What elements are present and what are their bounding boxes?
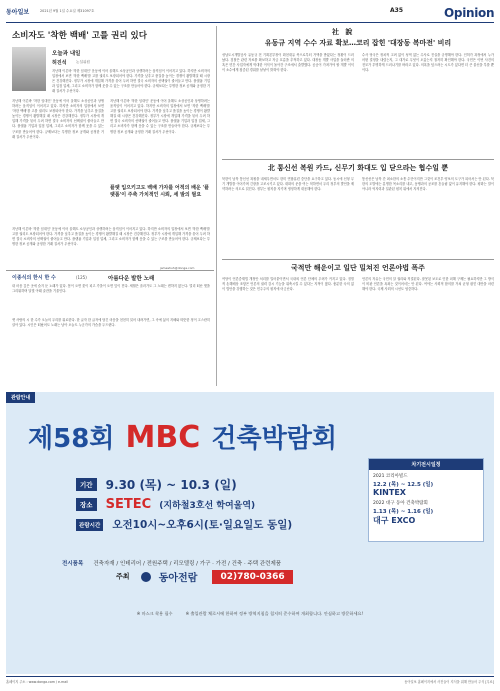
editorial-2-body-left: 북한이 남북 통신선 복원을 내세우면서도 한미 연합훈련 중단을 요구하고 있다. 동시에 신형 무기 개발을 이어가며 긴장을 고조시키고 있다. 대화의 문을 여는 척하면서 우리 정부의 발언을 제약하려는 의도로 읽힌다. 정부는 원칙을 지키며 냉정하게 대응해야 한다. <box>222 177 354 192</box>
ad-categories-value: 건축자재 / 인테리어 / 전원주택 / 리모델링 / 가구 · 가전 / 건축 · 주택 관련제품 <box>93 561 282 567</box>
column-body-top: 지난해 이른바 '착한 임대인' 운동에 이어 올해도 소상공인과 상생하려는 움직임이 이어지고 있다. 하지만 소비자의 입장에서 보면 '착한 백배'를 고를 권리도 보장되어야 한다. 가격을 낮추고 품질을 높이는 경쟁이 활발해질 때 시장은 건강해진다. 정부가 시장에 개입해 가격을 묶어 두려 하면 결국 소비자의 선택권이 줄어들고 만다. 플랫폼 기업과 입점 업체, 그리고 소비자가 함께 웃을 수 있는 구조를 만들어야 한다. 규제보다는 투명한 정보 공개와 공정한 거래 질서가 우선이다. <box>52 69 210 94</box>
ad-next1-name: 2021 코리아빌드 <box>373 474 408 479</box>
date-line: 2021년 9월 1일 수요일 제31097호 <box>40 9 95 13</box>
ad-next1-dates: 12.2 (목) ~ 12.5 (일) <box>373 482 434 488</box>
ad-next-schedule <box>368 458 484 542</box>
column-body-main: 지난해 이른바 '착한 임대인' 운동에 이어 올해도 소상공인과 상생하려는 움직임이 이어지고 있다. 하지만 소비자의 입장에서 보면 '착한 백배'를 고를 권리도 보장되어야 한다. 가격을 낮추고 품질을 높이는 경쟁이 활발해질 때 시장은 건강해진다. 정부가 시장에 개입해 가격을 묶어 두려 하면 결국 소비자의 선택권이 줄어들고 만다. 플랫폼 기업과 입점 업체, 그리고 소비자가 함께 웃을 수 있는 구조를 만들어야 한다. 규제보다는 투명한 정보 공개와 공정한 거래 질서가 우선이다. <box>12 99 104 139</box>
footer <box>6 679 494 689</box>
ad-venue-value: (지하철3호선 학여울역) <box>159 501 256 511</box>
ad-title-prefix: 제58회 <box>28 424 115 454</box>
masthead-rule <box>6 22 494 23</box>
column-label: 오늘과 내일 <box>52 51 81 57</box>
editorial-section <box>222 25 494 390</box>
author-role: 논설위원 <box>76 60 90 64</box>
editorial-headline-1: 유동규 지역 수수 자료 확보…코리 잡힌 '대장동 복마전' 비리 <box>264 39 452 47</box>
paper-name: 동아일보 <box>6 9 30 16</box>
ad-organizer-name: 동아전람 <box>158 573 198 584</box>
poem-label: 이종식의 한시 한 수 <box>12 275 56 281</box>
editorial-headline-2: 北 통신선 복원 카드, 신무기 화대도 입 닫으라는 협수일 뿐 <box>267 164 449 172</box>
ad-phone: 02)780-0366 <box>212 570 292 584</box>
poem-number: (125) <box>76 275 87 280</box>
column-body-right: 지난해 이른바 '착한 임대인' 운동에 이어 올해도 소상공인과 상생하려는 움직임이 이어지고 있다. 하지만 소비자의 입장에서 보면 '착한 백배'를 고를 권리도 보장되어야 한다. 가격을 낮추고 품질을 높이는 경쟁이 활발해질 때 시장은 건강해진다. 정부가 시장에 개입해 가격을 묶어 두려 하면 결국 소비자의 선택권이 줄어들고 만다. 플랫폼 기업과 입점 업체, 그리고 소비자가 함께 웃을 수 있는 구조를 만들어야 한다. 규제보다는 투명한 정보 공개와 공정한 거래 질서가 우선이다. <box>110 99 210 134</box>
poem-section <box>10 272 210 390</box>
ad-notes <box>6 600 494 619</box>
poem-title: 아름다운 발한 노래 <box>108 276 155 282</box>
editorial-rule-2 <box>222 259 494 260</box>
editorial-rule-1 <box>222 159 494 160</box>
ad-venue <box>76 494 255 513</box>
poem-body: 내 마음 깊은 곳에 숨겨 둔 노래가 있다. 봄이 오면 꽃이 피고 가을이 오면 잎이 진다. 세월은 흘러가도 그 노래는 변하지 않는다. 멀리 떠난 벗을 그리워하며 달빛 아래 술잔을 기울인다. <box>12 284 210 294</box>
ad-title-suffix: 건축박람회 <box>211 424 337 454</box>
ad-next2-dates: 1.13 (목) ~ 1.16 (일) <box>373 509 434 515</box>
masthead <box>6 6 494 26</box>
ad-period-label: 기간 <box>76 478 97 491</box>
ad-note-mask: ※ 마스크 착용 필수 <box>136 611 173 616</box>
ad-next-label: 차기전시일정 <box>369 459 483 470</box>
column-divider <box>216 26 217 386</box>
ad-venue-label: 장소 <box>76 498 97 511</box>
poem-body-2: 옛 사람의 시 한 수가 오늘의 우리를 위로한다. 한 글자 한 글자에 담긴 마음을 천천히 읽어 내려가면, 그 속에 삶의 지혜와 따뜻한 정이 고스란히 살아 있다. 시인은 떠났어도 노래는 남아 오늘도 누군가의 가슴을 두드린다. <box>12 318 210 328</box>
footer-rule <box>6 676 494 677</box>
ad-note-quarantine: ※ 출입관람 체로시에 한하여 정부 방역지침을 철저히 준수하여 개최합니다. 안심하고 방문하세요! <box>185 611 364 616</box>
ad-next2-venue: 대구 EXCO <box>373 516 416 525</box>
editorial-3-body-right: 언론의 자유는 국민의 알 권리와 직결된다. 잘못된 보도로 인한 피해 구제는 필요하지만 그 방식이 비판 언론을 옥죄는 것이어서는 안 된다. 여야는 사회적 합의를 거쳐 균형 잡힌 대안을 마련해야 한다. 국제 사회의 시선도 엄중하다. <box>362 277 494 292</box>
ad-organizer <box>116 566 293 585</box>
ad-organizer-label: 주최 <box>116 572 130 581</box>
ad-categories-label: 전시품목 <box>62 561 84 567</box>
ad-next1-venue: KINTEX <box>373 488 406 497</box>
editorial-2-body-right: 통신선은 남북 간 최소한의 소통 수단이지만 그것이 조건부 양보의 도구가 되어서는 안 된다. 북한의 도발에는 분명한 목소리를 내고, 동맹과의 공조를 흔들림 없이 유지해야 한다. 평화는 말이 아니라 억지력과 일관된 원칙 위에서 지켜진다. <box>362 177 494 192</box>
editorial-1-body-right: 수사 당국은 정치적 고려 없이 성역 없는 수사로 진실을 규명해야 한다. 인허가 과정에서 누가 어떤 결정을 내렸는지, 그 대가로 무엇이 오갔는지 철저히 확인해야 한다. 국민은 이번 사건의 전모가 투명하게 드러나기를 바라고 있다. 의혹을 덮으려는 시도가 있다면 더 큰 불신을 부를 뿐이다. <box>362 53 494 73</box>
column-email: jameshuh@donga.com <box>160 266 195 270</box>
ad-banner-label: 관람안내 <box>6 392 35 403</box>
ad-title <box>28 418 337 455</box>
column-body-bottom: 지난해 이른바 '착한 임대인' 운동에 이어 올해도 소상공인과 상생하려는 움직임이 이어지고 있다. 하지만 소비자의 입장에서 보면 '착한 백배'를 고를 권리도 보장되어야 한다. 가격을 낮추고 품질을 높이는 경쟁이 활발해질 때 시장은 건강해진다. 정부가 시장에 개입해 가격을 묶어 두려 하면 결국 소비자의 선택권이 줄어들고 만다. 플랫폼 기업과 입점 업체, 그리고 소비자가 함께 웃을 수 있는 구조를 만들어야 한다. 규제보다는 투명한 정보 공개와 공정한 거래 질서가 우선이다. <box>12 227 210 247</box>
left-divider <box>6 270 214 271</box>
footer-right: 동아일보 홈페이지에서 사진들이 지식을 위해 만들어 주식 [무료] <box>404 680 494 684</box>
ad-title-brand: MBC <box>125 420 201 455</box>
editorial-headline-3: 국적만 해운이고 일단 밀쳐진 언론야법 폭주 <box>291 264 425 272</box>
ad-hours <box>76 514 292 533</box>
footer-left: 홈페이지 주소 : www.donga.com / e-mail <box>6 680 68 684</box>
ad-hours-label: 관람시간 <box>76 519 103 531</box>
column-pullquote: 플랫 입으키고도 백배 가자를 어적의 배운 '플랫폼'이 주축 가치적인 시뢰, 세 발의 필요 <box>110 185 209 198</box>
section-title: Opinion <box>444 6 495 20</box>
author-name: 허진석 <box>52 60 67 66</box>
ad-period-value: 9.30 (목) ~ 10.3 (일) <box>105 478 237 492</box>
ad-hours-value: 오전10시~오후6시(토·일요일도 동일) <box>112 519 293 531</box>
editorial-label: 社 說 <box>332 28 355 36</box>
editorial-1-body-left: 성남도시개발공사 유동규 전 기획본부장이 화천대유 측으로부터 거액을 받았다는 정황이 드러났다. 검찰은 관련 자료를 확보하고 자금 흐름을 추적하고 있다. 대장동 개발 사업을 둘러싼 의혹은 민간 사업자에게 막대한 이익이 돌아간 구조에서 출발했다. 공공이 가져가야 할 개발 이익이 소수에게 집중된 경위를 낱낱이 밝혀야 한다. <box>222 53 354 73</box>
ad-next2-name: 2022 대구 동아 건축박람회 <box>373 501 428 506</box>
author-photo <box>12 47 46 91</box>
ad-venue-brand: SETEC <box>105 497 152 512</box>
editorial-3-body-left: 여당이 언론중재법 개정안 처리를 밀어붙이면서 국내외 언론 단체의 우려가 커지고 있다. 징벌적 손해배상 조항은 언론의 권력 감시 기능을 위축시킬 수 있다는 지적이 많다. 충분한 숙의 없이 법안을 강행하는 것은 민주주의 원칙에 어긋난다. <box>222 277 354 292</box>
ad-banner <box>6 392 494 674</box>
page-number: A35 <box>390 7 403 14</box>
ad-period <box>76 474 237 493</box>
column-headline: 소비자도 '착한 백배' 고를 권리 있다 <box>12 31 147 41</box>
ad-organizer-logo-icon <box>141 572 151 582</box>
